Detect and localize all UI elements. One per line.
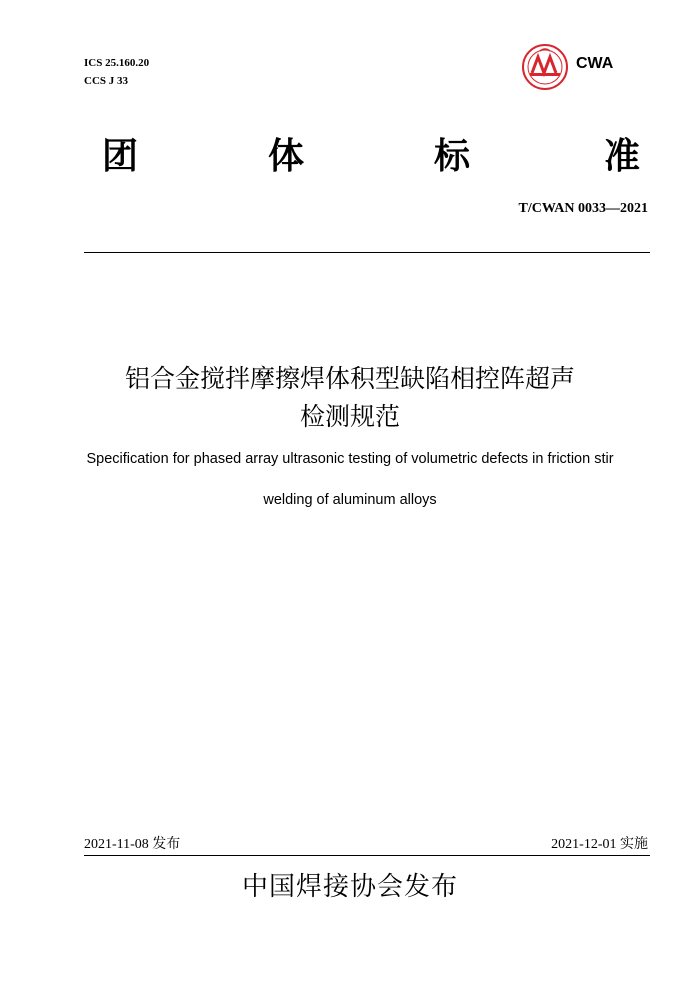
cwa-emblem-icon: [518, 43, 574, 91]
english-title-line-2: welding of aluminum alloys: [263, 492, 437, 508]
standard-number: T/CWAN 0033—2021: [518, 201, 648, 216]
doc-type-char-2: 体: [268, 135, 305, 177]
classification-codes: [84, 54, 149, 90]
document-type-title: [0, 128, 700, 177]
doc-type-char-1: 团: [102, 135, 139, 177]
issue-date: 2021-11-08 发布: [84, 837, 181, 852]
ics-code: ICS 25.160.20: [84, 57, 150, 69]
english-title-line-1: Specification for phased array ultrasonic testing of volumetric defects in friction stir: [86, 451, 614, 467]
ccs-code: CCS J 33: [84, 75, 129, 87]
publisher: 中国焊接协会发布: [241, 872, 458, 902]
implementation-date: 2021-12-01 实施: [551, 837, 648, 852]
chinese-title-line-2: 检测规范: [299, 402, 400, 431]
logo-text: CWA: [576, 55, 614, 72]
chinese-title: [50, 360, 650, 436]
doc-type-char-4: 准: [604, 135, 641, 177]
doc-type-char-3: 标: [434, 135, 471, 177]
english-title: [40, 449, 660, 510]
chinese-title-line-1: 铝合金搅拌摩擦焊体积型缺陷相控阵超声: [124, 364, 575, 393]
cwa-logo: [518, 43, 628, 91]
top-divider: [84, 252, 650, 253]
bottom-divider: [84, 855, 650, 856]
